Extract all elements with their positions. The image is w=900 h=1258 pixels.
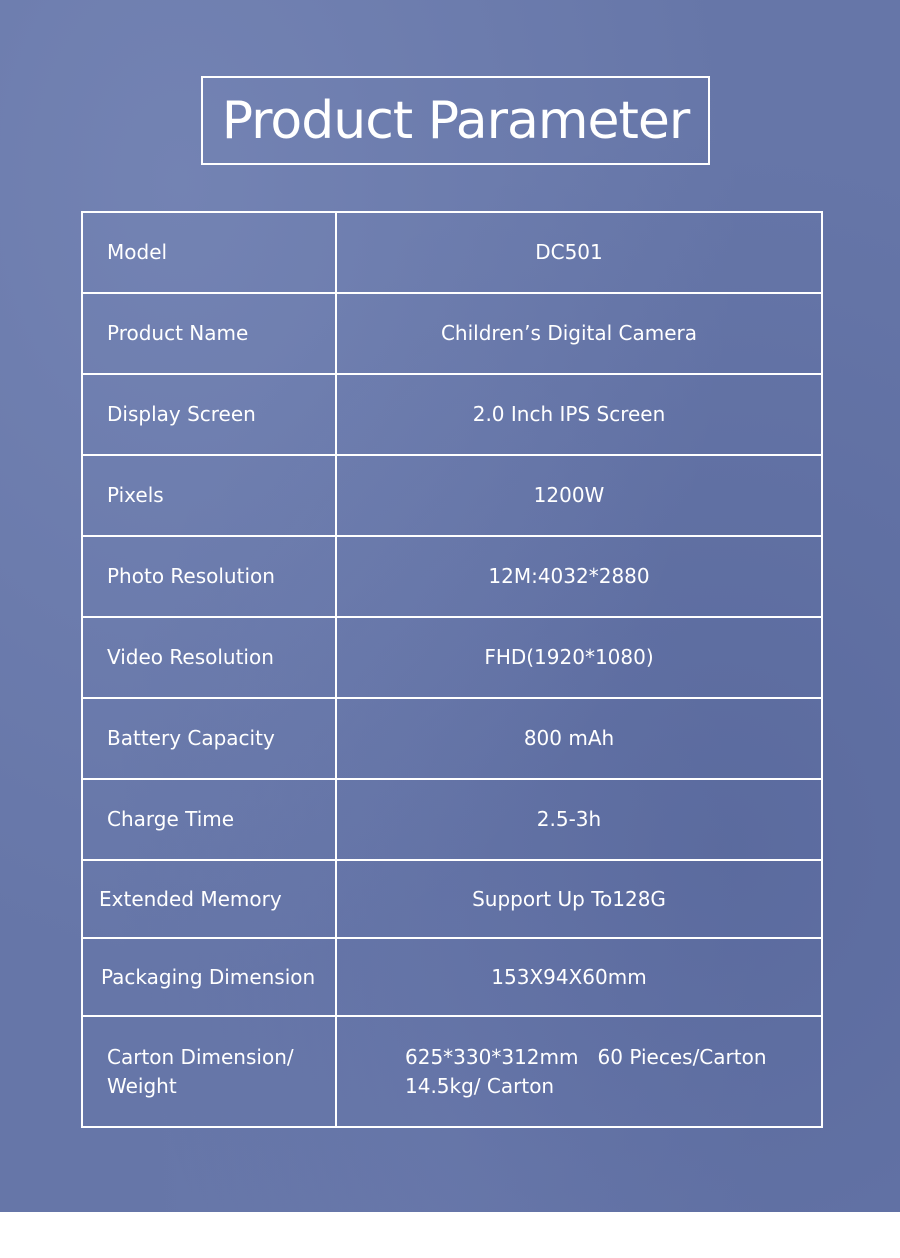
param-label: Photo Resolution <box>82 536 336 617</box>
param-label: Model <box>82 212 336 293</box>
param-label: Display Screen <box>82 374 336 455</box>
table-row <box>82 536 822 617</box>
param-value: 2.0 Inch IPS Screen <box>336 374 822 455</box>
param-label: Charge Time <box>82 779 336 860</box>
table-row <box>82 1016 822 1127</box>
param-label <box>82 1016 336 1127</box>
param-value: Support Up To128G <box>336 860 822 938</box>
param-label: Battery Capacity <box>82 698 336 779</box>
table-row <box>82 455 822 536</box>
param-label-line: Carton Dimension/ <box>107 1044 294 1069</box>
title-frame <box>201 76 710 165</box>
table-row <box>82 293 822 374</box>
table-row <box>82 779 822 860</box>
param-value: 2.5-3h <box>336 779 822 860</box>
param-value: FHD(1920*1080) <box>336 617 822 698</box>
table-row <box>82 698 822 779</box>
param-label-line: Weight <box>107 1073 177 1098</box>
table-row <box>82 617 822 698</box>
table-row <box>82 374 822 455</box>
param-value: Children’s Digital Camera <box>336 293 822 374</box>
param-label: Video Resolution <box>82 617 336 698</box>
table-row <box>82 212 822 293</box>
param-value-line: 14.5kg/ Carton <box>405 1073 555 1098</box>
param-value: 1200W <box>336 455 822 536</box>
param-value-line: 625*330*312mm 60 Pieces/Carton <box>405 1044 767 1069</box>
table-row <box>82 860 822 938</box>
param-label: Packaging Dimension <box>82 938 336 1016</box>
param-label: Pixels <box>82 455 336 536</box>
param-label: Extended Memory <box>82 860 336 938</box>
table-row <box>82 938 822 1016</box>
param-value: 153X94X60mm <box>336 938 822 1016</box>
page-title: Product Parameter <box>221 90 690 151</box>
param-value <box>336 1016 822 1127</box>
param-value: DC501 <box>336 212 822 293</box>
parameter-table <box>81 211 823 1128</box>
param-label: Product Name <box>82 293 336 374</box>
param-value: 800 mAh <box>336 698 822 779</box>
param-value: 12M:4032*2880 <box>336 536 822 617</box>
